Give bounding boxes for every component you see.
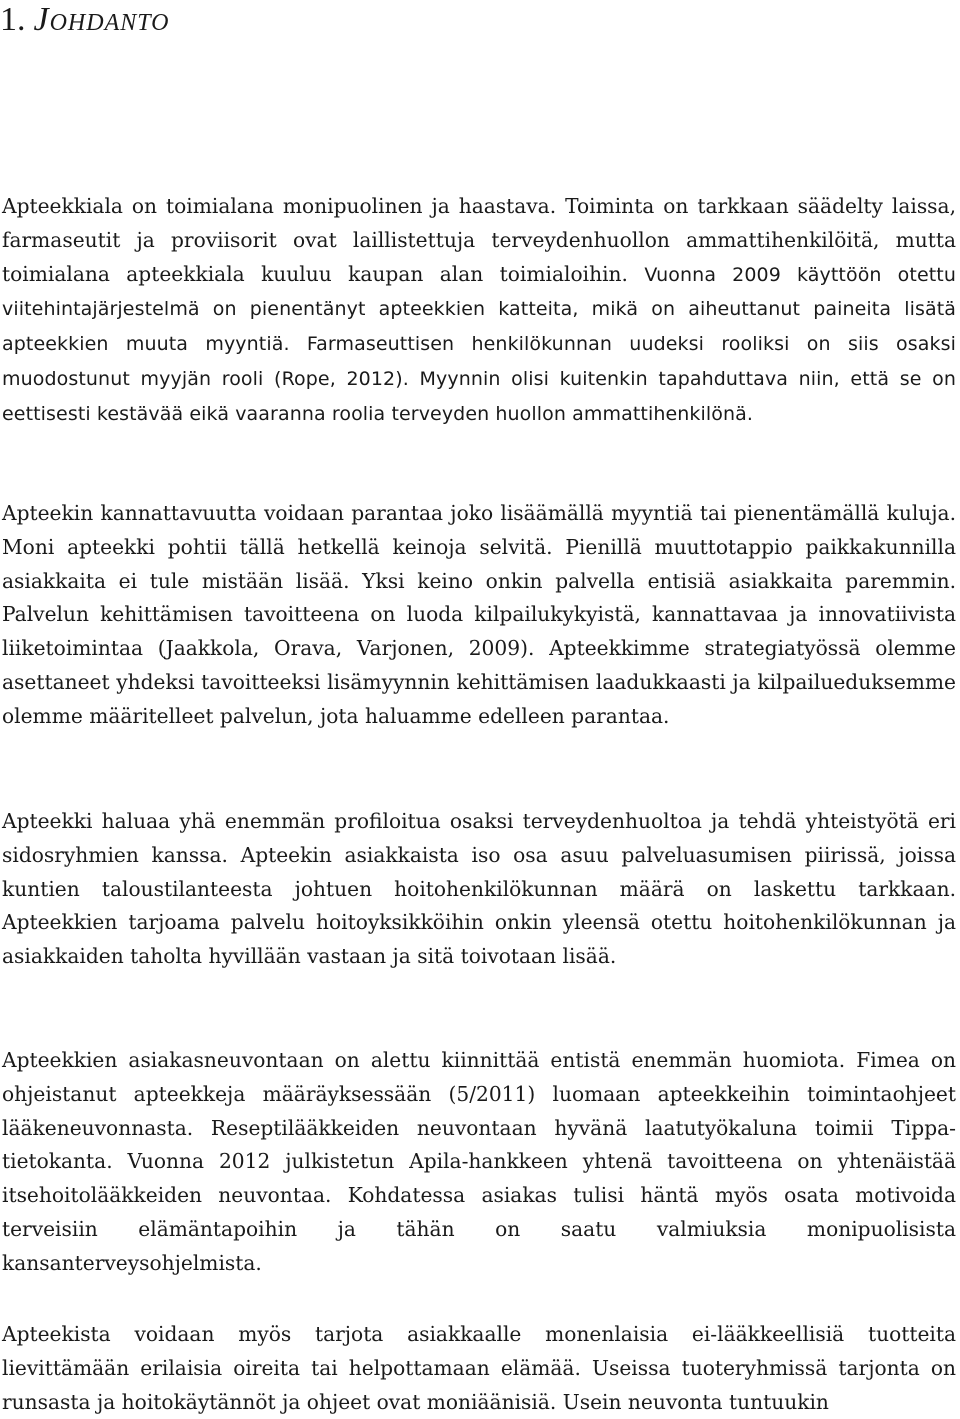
paragraph-1-part-1: Apteekkiala on toimialana monipuolinen ja haastava. Toiminta on tarkkaan säädelty laissa, farmaseutit ja proviisorit ovat laillistettuja terveydenhuollon ammattihenkilöitä, mutta toimialana apteekkiala kuuluu kaupan alan toimialoihin. (2, 194, 956, 286)
chapter-title: Johdanto (33, 1, 170, 38)
paragraph-1-part-2: Vuonna 2009 käyttöön otettu viitehintajärjestelmä on pienentänyt apteekkien katteita, mikä on aiheuttanut paineita lisätä apteekkien muuta myyntiä. Farmaseuttisen henkilökunnan uudeksi rooliksi on siis osaksi muodostunut myyjän rooli (Rope, 2012). Myynnin olisi kuitenkin tapahduttava niin, että se on eettisesti kestävää eikä vaaranna roolia terveyden huollon ammattihenkilönä. (2, 263, 956, 425)
paragraph-5: Apteekista voidaan myös tarjota asiakkaalle monenlaisia ei-lääkkeellisiä tuotteita lievittämään erilaisia oireita tai helpottamaan elämää. Useissa tuoteryhmissä tarjonta on runsasta ja hoitokäytännöt ja ohjeet ovat moniäänisiä. Usein neuvonta tuntuukin (2, 1322, 956, 1414)
chapter-number: 1. (0, 1, 26, 38)
chapter-heading (0, 0, 170, 40)
paragraph-3: Apteekki haluaa yhä enemmän profiloitua osaksi terveydenhuoltoa ja tehdä yhteistyötä eri sidosryhmien kanssa. Apteekin asiakkaista iso osa asuu palveluasumisen piirissä, joissa kuntien taloustilanteesta johtuen hoitohenkilökunnan määrä on laskettu tarkkaan. Apteekkien tarjoama palvelu hoitoyksikköihin onkin yleensä otettu hoitohenkilökunnan ja asiakkaiden taholta hyvillään vastaan ja sitä toivotaan lisää. (2, 809, 956, 969)
paragraph-2: Apteekin kannattavuutta voidaan parantaa joko lisäämällä myyntiä tai pienentämällä kuluja. Moni apteekki pohtii tällä hetkellä keinoja selvitä. Pienillä muuttotappio paikkakunnilla asiakkaita ei tule mistään lisää. Yksi keino onkin palvella entisiä asiakkaita paremmin. Palvelun kehittämisen tavoitteena on luoda kilpailukykyistä, kannattavaa ja innovatiivista liiketoimintaa (Jaakkola, Orava, Varjonen, 2009). Apteekkimme strategiatyössä olemme asettaneet yhdeksi tavoitteeksi lisämyynnin kehittämisen laadukkaasti ja kilpailueduksemme olemme määritelleet palvelun, jota haluamme edelleen parantaa. (2, 501, 956, 728)
paragraph-1 (2, 190, 956, 432)
paragraph-4: Apteekkien asiakasneuvontaan on alettu kiinnittää entistä enemmän huomiota. Fimea on ohjeistanut apteekkeja määräyksessään (5/2011) luomaan apteekkeihin toimintaohjeet lääkeneuvonnasta. Reseptilääkkeiden neuvontaan hyvänä laatutyökaluna toimii Tippa-tietokanta. Vuonna 2012 julkistetun Apila-hankkeen yhtenä tavoitteena on yhtenäistää itsehoitolääkkeiden neuvontaa. Kohdatessa asiakas tulisi häntä myös osata motivoida terveisiin elämäntapoihin ja tähän on saatu valmiuksia monipuolisista kansanterveysohjelmista. (2, 1048, 956, 1275)
